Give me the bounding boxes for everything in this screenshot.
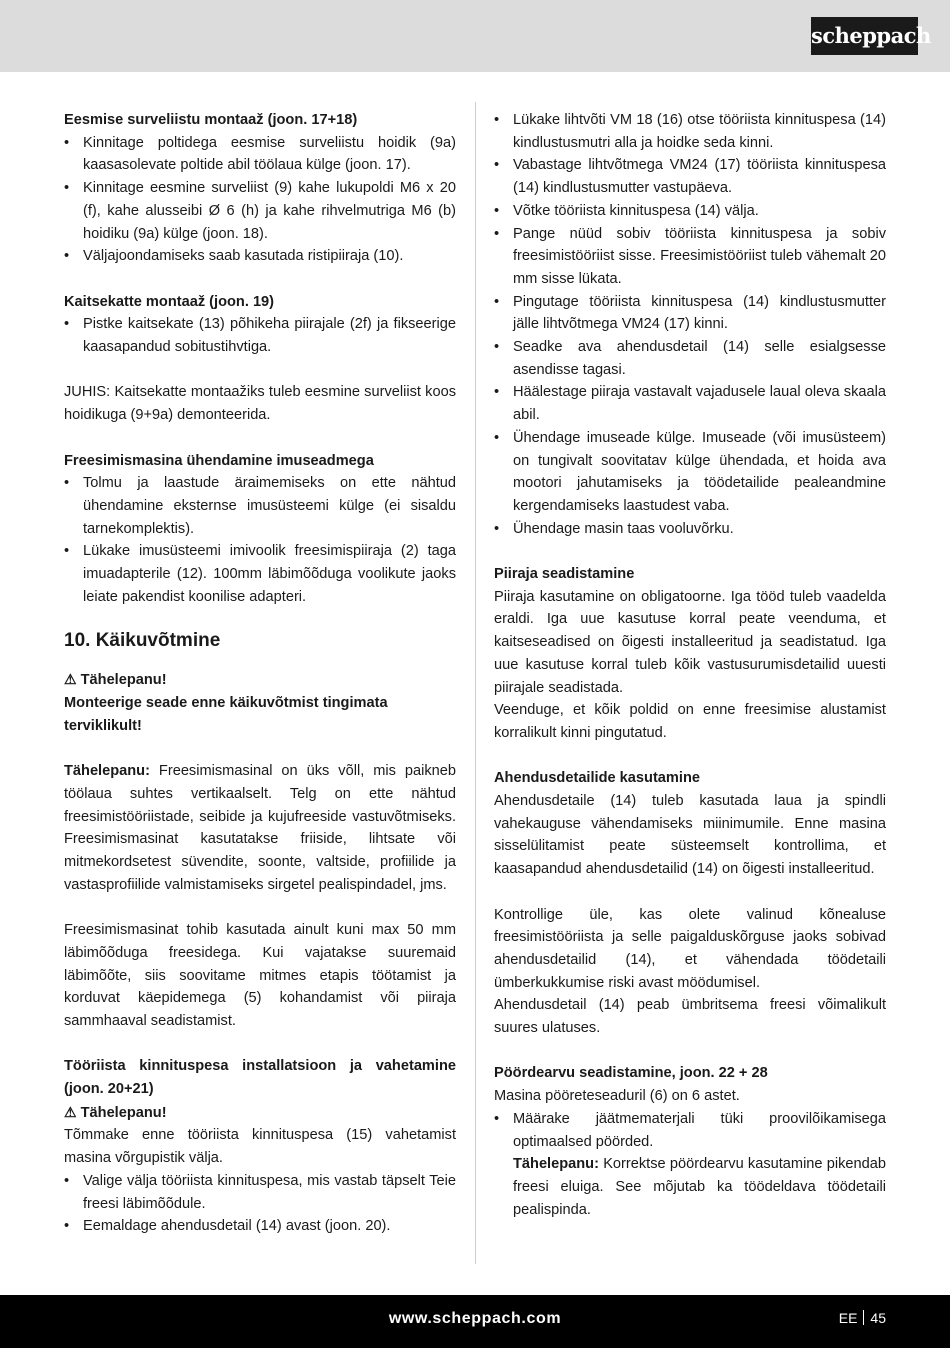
tool-holder-text: Tõmmake enne tööriista kinnituspesa (15) vahetamist masina võrgupistik välja.: [64, 1127, 456, 1167]
list-item: • Võtke tööriista kinnituspesa (14) välja.: [494, 200, 886, 223]
brand-logo: scheppach: [811, 17, 918, 55]
heading-guard-mounting: Kaitsekatte montaaž (joon. 19): [64, 293, 275, 310]
heading-front-pressure-bar: Eesmise surveliistu montaaž (joon. 17+18): [64, 112, 358, 128]
tool-holder-warning: [64, 1101, 456, 1125]
list-item: • Eemaldage ahendusdetail (14) avast (joon. 20).: [64, 1215, 456, 1238]
list-item: • Lükake imusüsteemi imivoolik freesimispiiraja (2) taga imuadapterile (12). 100mm läbimõõduga voolikute jaoks leiate pakendist koonilise adapteri.: [64, 540, 456, 608]
page-number: 45: [870, 1310, 886, 1326]
list-item: • Tolmu ja laastude äraimemiseks on ette nähtud ühendamine eksternse imusüsteemi külge (ei sisaldu tarnekomplektis).: [64, 472, 456, 540]
heading-dust-extraction: Freesimismasina ühendamine imuseadmega: [64, 452, 374, 469]
attention-label: Tähelepanu:: [64, 763, 150, 780]
header-band: [0, 0, 950, 72]
list-item: • Kinnitage poltidega eesmise surveliistu hoidik (9a) kaasasolevate poltide abil töölaua külge (joon. 17).: [64, 132, 456, 177]
warning-title: Tähelepanu!: [80, 672, 167, 689]
warning-triangle-icon: ⚠: [64, 1103, 77, 1120]
list-item: • Määrake jäätmematerjali tüki proovilõikamisega optimaalsed pöörded.: [494, 1108, 886, 1153]
warning-heading: [64, 668, 456, 692]
language-code: EE: [838, 1310, 858, 1326]
guard-note: JUHIS: Kaitsekatte montaažiks tuleb eesmine surveliist koos hoidikuga (9+9a) demonteerida.: [64, 384, 456, 424]
tool-change-steps-list: [494, 109, 886, 540]
page-separator: [863, 1310, 864, 1325]
tool-holder-warning-title: Tähelepanu!: [80, 1104, 167, 1121]
list-item: • Valige välja tööriista kinnituspesa, mis vastab täpselt Teie freesi läbimõõdule.: [64, 1170, 456, 1215]
list-item: • Ühendage imuseade külge. Imuseade (või imusüsteem) on tungivalt soovitatav külge ühendada, et hoida ava mootori jahutamiseks ja töödetailide pealeandmine kergendamiseks laastudest vaba.: [494, 427, 886, 518]
right-column: [494, 109, 886, 1221]
reducer-rings-text: Ahendusdetaile (14) tuleb kasutada laua ja spindli vahekauguse vähendamiseks miinimumile. Enne masina sisselülitamist peate süsteemselt kontrollima, et kaasapandud ahendusdetailid (14) on õigesti installeeritud.: [494, 793, 886, 878]
list-item: • Pistke kaitsekate (13) põhikeha piirajale (2f) ja fikseerige kaasapandud sobitustihvtiga.: [64, 313, 456, 358]
page-indicator: [839, 1310, 886, 1326]
list-item: • Pange nüüd sobiv tööriista kinnituspesa ja sobiv freesimistööriist sisse. Freesimistööriist tuleb vähemalt 20 mm sisse lükata.: [494, 223, 886, 291]
speed-setting-list: [494, 1108, 886, 1153]
heading-tool-holder: Tööriista kinnituspesa installatsioon ja vahetamine (joon. 20+21): [64, 1058, 456, 1098]
heading-reducer-rings: Ahendusdetailide kasutamine: [494, 770, 700, 787]
footer-bar: [0, 1295, 950, 1348]
reducer-rings-text-3: Ahendusdetail (14) peab ümbritsema freesi võimalikult suures ulatuses.: [494, 997, 886, 1037]
list-item: • Häälestage piiraja vastavalt vajadusele laual oleva skaala abil.: [494, 381, 886, 426]
list-item: • Kinnitage eesmine surveliist (9) kahe lukupoldi M6 x 20 (f), kahe alusseibi Ø 6 (h) ja kahe rihvelmutriga M6 (b) hoidiku (9a) külge (joon. 18).: [64, 177, 456, 245]
fence-adjustment-text-2: Veenduge, et kõik poldid on enne freesimise alustamist korralikult kinni pingutatud.: [494, 702, 886, 741]
tool-holder-list: [64, 1170, 456, 1238]
front-pressure-bar-list: [64, 132, 456, 268]
list-item: • Pingutage tööriista kinnituspesa (14) kindlustusmutter jälle lihtvõtmega VM24 (17) kinni.: [494, 291, 886, 336]
attention-text: Freesimismasinal on üks võll, mis paikneb töölaua suhtes vertikaalselt. Telg on ette nähtud freesimistööriistade, seibide ja kujufreeside vastuvõtmiseks. Freesimismasinat kasutatakse friiside, lihtsate või mitmekordsetest süvendite, soonte, valtside, profiilide ja vastasprofiilide valmistamiseks sirgetel pealispindadel, jms.: [64, 763, 456, 893]
max-diameter-paragraph: Freesimismasinat tohib kasutada ainult kuni max 50 mm läbimõõduga freesidega. Kui vajatakse suuremaid läbimõõte, siis soovitame mitmes etapis töötamist ja korduvat käepidemega (5) kohandamist või piiraja sammhaaval seadistamist.: [64, 922, 456, 1029]
column-divider: [475, 102, 476, 1264]
warning-text: Monteerige seade enne käikuvõtmist tingimata terviklikult!: [64, 695, 388, 734]
list-item: • Vabastage lihtvõtmega VM24 (17) tööriista kinnituspesa (14) kindlustusmutter vastupäeva.: [494, 154, 886, 199]
dust-extraction-list: [64, 472, 456, 608]
speed-setting-text: Masina pööreteseaduril (6) on 6 astet.: [494, 1088, 740, 1105]
speed-note-text: Korrektse pöördearvu kasutamine pikendab freesi eluiga. See mõjutab ka töödeldava töödetaili pealispinda.: [513, 1156, 887, 1218]
list-item: • Ühendage masin taas vooluvõrku.: [494, 518, 886, 541]
list-item: • Seadke ava ahendusdetail (14) selle esialgsesse asendisse tagasi.: [494, 336, 886, 381]
heading-speed-setting: Pöördearvu seadistamine, joon. 22 + 28: [494, 1065, 768, 1082]
warning-triangle-icon: ⚠: [64, 671, 77, 688]
section-title-commissioning: 10. Käikuvõtmine: [64, 630, 221, 652]
speed-note-label: Tähelepanu:: [513, 1156, 599, 1173]
list-item: • Lükake lihtvõti VM 18 (16) otse tööriista kinnituspesa (14) kindlustusmutri alla ja hoidke seda kinni.: [494, 109, 886, 154]
fence-adjustment-text: Piiraja kasutamine on obligatoorne. Iga tööd tuleb vaadelda eraldi. Iga uue kasutuse korral peate veenduma, et kaitseseadised on õigesti installeeritud ja seadistatud. Iga uue kasutuse korral tuleb kõik vastusurumisdetailid uuesti piirajale seadistada.: [494, 588, 886, 696]
attention-paragraph: [64, 760, 456, 896]
list-item: • Väljajoondamiseks saab kasutada ristipiiraja (10).: [64, 245, 456, 268]
reducer-rings-text-2: Kontrollige üle, kas olete valinud kõnealuse freesimistööriista ja selle paigalduskõrguse jaoks sobivad ahendusdetailid (14), et vähendada töödetaili ümberkukkumise riski avast möödumisel.: [494, 906, 886, 991]
left-column: [64, 109, 456, 1238]
speed-setting-note: [494, 1153, 886, 1221]
heading-fence-adjustment: Piiraja seadistamine: [494, 566, 635, 583]
footer-url: www.scheppach.com: [388, 1310, 562, 1327]
guard-mounting-list: [64, 313, 456, 358]
